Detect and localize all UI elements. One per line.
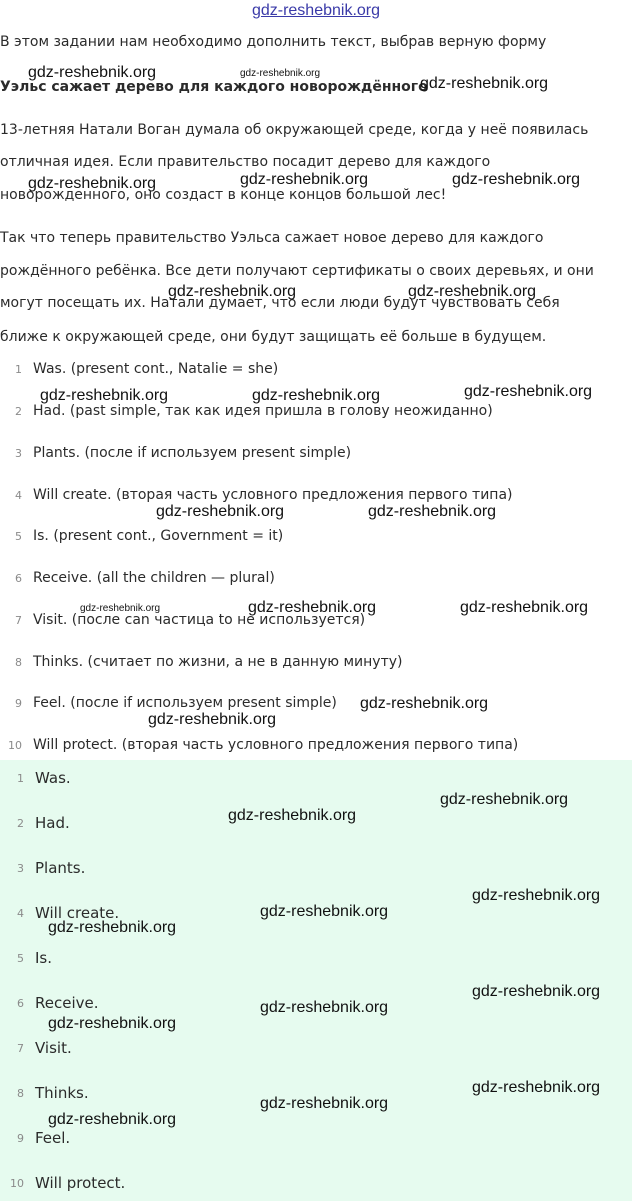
watermark: gdz-reshebnik.org [472,1079,601,1096]
list-item [0,651,632,673]
list-item [0,484,632,506]
answer-text: Plants. [35,859,86,877]
article-line: новорожденного, оно создаст в конце концов большой лес! [0,187,447,203]
watermark: gdz-reshebnik.org [40,387,169,404]
answer-number: 2 [17,816,24,830]
answer-text: Visit. [35,1039,72,1057]
item-number: 6 [15,571,22,585]
item-text: Will protect. (вторая часть условного предложения первого типа) [33,737,519,753]
answer-text: Thinks. [35,1084,89,1102]
list-item [0,525,632,547]
watermark: gdz-reshebnik.org [248,599,377,616]
watermark: gdz-reshebnik.org [48,1015,177,1032]
article-line: рождённого ребёнка. Все дети получают сертификаты о своих деревьях, и они [0,263,594,279]
watermark: gdz-reshebnik.org [240,68,321,79]
article-line: могут посещать их. Натали думает, что если люди будут чувствовать себя [0,295,560,311]
watermark: gdz-reshebnik.org [464,383,593,400]
item-text: Will create. (вторая часть условного предложения первого типа) [33,487,513,503]
watermark: gdz-reshebnik.org [28,175,157,192]
answer-number: 3 [17,861,24,875]
item-text: Visit. (после can частица to не используется) [33,612,366,628]
list-item [0,734,632,756]
watermark: gdz-reshebnik.org [240,171,369,188]
article-title: Уэльс сажает дерево для каждого новорождённого [0,79,428,95]
answer-text: Receive. [35,994,99,1012]
answer-number: 6 [17,996,24,1010]
watermark: gdz-reshebnik.org [260,903,389,920]
answer-text: Will protect. [35,1174,126,1192]
answers-panel [0,760,632,1201]
intro-text: В этом задании нам необходимо дополнить текст, выбрав верную форму [0,34,547,50]
watermark: gdz-reshebnik.org [80,603,161,614]
article-line: Так что теперь правительство Уэльса сажает новое дерево для каждого [0,230,544,246]
item-text: Feel. (после if используем present simple) [33,695,337,711]
answer-item [0,1172,632,1194]
answer-number: 4 [17,906,24,920]
list-item [0,442,632,464]
item-text: Receive. (all the children — plural) [33,570,275,586]
item-number: 7 [15,613,22,627]
answer-item [0,947,632,969]
watermark: gdz-reshebnik.org [360,695,489,712]
answer-text: Was. [35,769,71,787]
answer-number: 5 [17,951,24,965]
watermark: gdz-reshebnik.org [460,599,589,616]
answer-text: Had. [35,814,70,832]
watermark: gdz-reshebnik.org [472,983,601,1000]
list-item [0,692,632,714]
answer-number: 9 [17,1131,24,1145]
watermark: gdz-reshebnik.org [452,171,581,188]
item-text: Plants. (после if используем present simple) [33,445,352,461]
item-number: 4 [15,488,22,502]
watermark: gdz-reshebnik.org [156,503,285,520]
watermark: gdz-reshebnik.org [440,791,569,808]
item-number: 9 [15,696,22,710]
article-line: 13-летняя Натали Воган думала об окружающей среде, когда у неё появилась [0,122,589,138]
answer-item [0,1037,632,1059]
watermark: gdz-reshebnik.org [252,387,381,404]
answer-number: 8 [17,1086,24,1100]
watermark: gdz-reshebnik.org [48,1111,177,1128]
watermark: gdz-reshebnik.org [420,75,549,92]
watermark: gdz-reshebnik.org [28,64,157,81]
answer-text: Feel. [35,1129,71,1147]
item-text: Is. (present cont., Government = it) [33,528,284,544]
answer-number: 7 [17,1041,24,1055]
item-number: 8 [15,655,22,669]
watermark: gdz-reshebnik.org [260,1095,389,1112]
article-line: ближе к окружающей среде, они будут защищать её больше в будущем. [0,329,547,345]
watermark: gdz-reshebnik.org [408,283,537,300]
answer-number: 1 [17,771,24,785]
article-line: отличная идея. Если правительство посадит дерево для каждого [0,154,491,170]
item-number: 3 [15,446,22,460]
answer-item [0,1127,632,1149]
list-item [0,567,632,589]
item-text: Thinks. (считает по жизни, а не в данную минуту) [33,654,403,670]
answer-number: 10 [10,1176,24,1190]
watermark: gdz-reshebnik.org [48,919,177,936]
answer-text: Is. [35,949,53,967]
item-text: Had. (past simple, так как идея пришла в голову неожиданно) [33,403,493,419]
item-number: 1 [15,362,22,376]
item-number: 5 [15,529,22,543]
site-link[interactable]: gdz-reshebnik.org [251,2,381,19]
answer-item [0,857,632,879]
list-item [0,358,632,380]
watermark: gdz-reshebnik.org [148,711,277,728]
item-number: 10 [8,738,22,752]
watermark: gdz-reshebnik.org [368,503,497,520]
watermark: gdz-reshebnik.org [472,887,601,904]
watermark: gdz-reshebnik.org [228,807,357,824]
item-text: Was. (present cont., Natalie = she) [33,361,279,377]
watermark: gdz-reshebnik.org [260,999,389,1016]
answer-text: Will create. [35,904,120,922]
answer-item [0,767,632,789]
item-number: 2 [15,404,22,418]
watermark: gdz-reshebnik.org [168,283,297,300]
